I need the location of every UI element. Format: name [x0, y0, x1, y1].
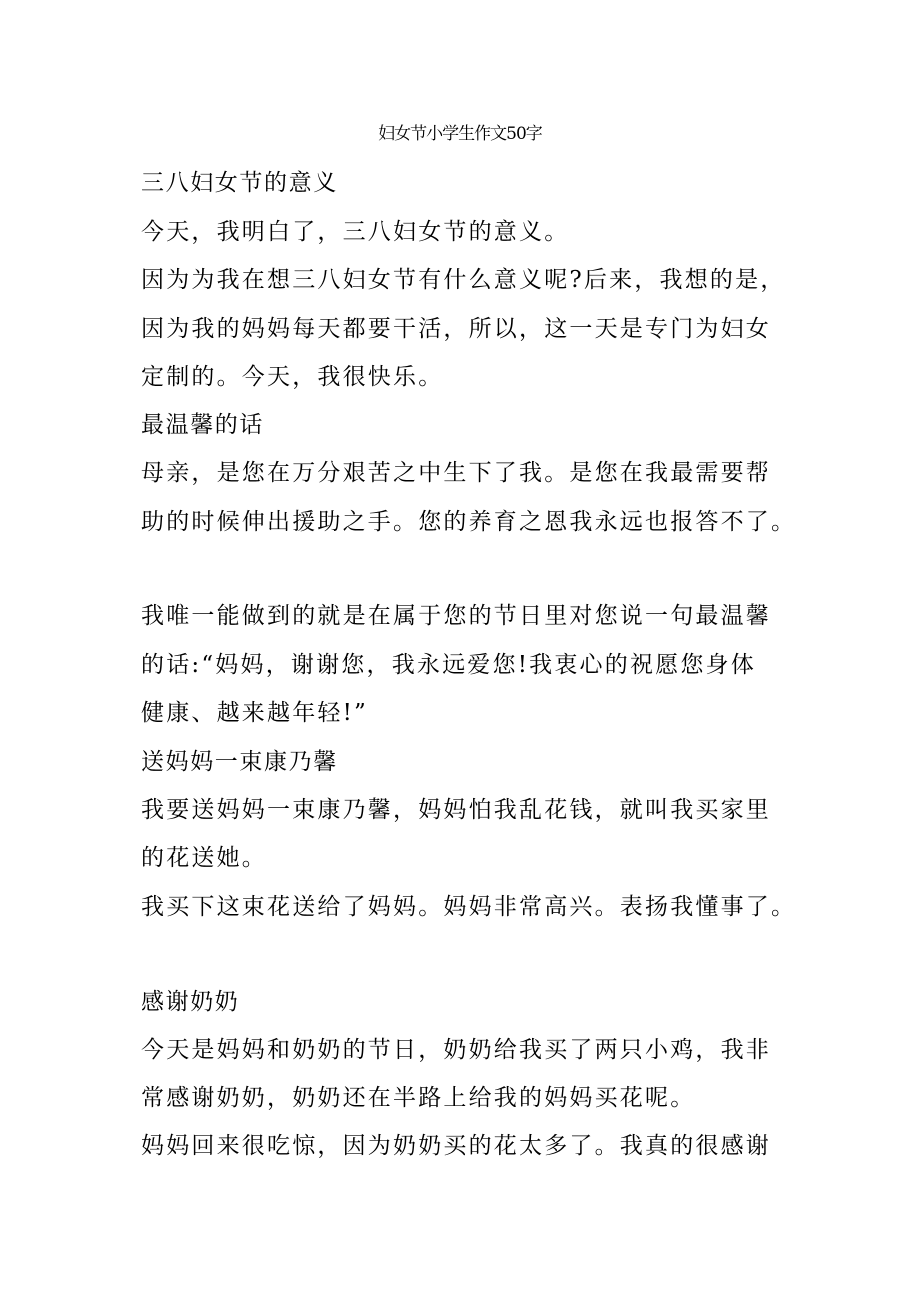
body-line: 定制的。今天，我很快乐。 [141, 364, 444, 390]
section-heading: 最温馨的话 [141, 412, 264, 438]
body-line: 母亲，是您在万分艰苦之中生下了我。是您在我最需要帮 [141, 460, 771, 486]
body-line: 妈妈回来很吃惊，因为奶奶买的花太多了。我真的很感谢 [141, 1133, 771, 1159]
section-heading: 感谢奶奶 [141, 989, 240, 1015]
body-line: 今天是妈妈和奶奶的节日，奶奶给我买了两只小鸡，我非 [141, 1037, 771, 1063]
body-line: 我唯一能做到的就是在属于您的节日里对您说一句最温馨 [141, 603, 771, 629]
body-line: 的花送她。 [141, 845, 267, 871]
body-line: 的话:“妈妈，谢谢您，我永远爱您!我衷心的祝愿您身体 [141, 652, 756, 678]
document-title: 妇女节小学生作文50字 [378, 124, 542, 144]
body-line: 因为我的妈妈每天都要干活，所以，这一天是专门为妇女 [141, 316, 771, 342]
body-line: 因为为我在想三八妇女节有什么意义呢?后来，我想的是， [141, 267, 786, 293]
body-line: 常感谢奶奶，奶奶还在半路上给我的妈妈买花呢。 [141, 1085, 696, 1111]
body-line: 我要送妈妈一束康乃馨，妈妈怕我乱花钱，就叫我买家里 [141, 797, 771, 823]
section-heading: 送妈妈一束康乃馨 [141, 749, 338, 775]
body-line: 健康、越来越年轻!” [141, 700, 369, 726]
body-line: 我买下这束花送给了妈妈。妈妈非常高兴。表扬我懂事了。 [141, 894, 797, 920]
section-heading: 三八妇女节的意义 [141, 170, 338, 196]
body-line: 助的时候伸出援助之手。您的养育之恩我永远也报答不了。 [141, 509, 797, 535]
body-line: 今天，我明白了，三八妇女节的意义。 [141, 219, 570, 245]
